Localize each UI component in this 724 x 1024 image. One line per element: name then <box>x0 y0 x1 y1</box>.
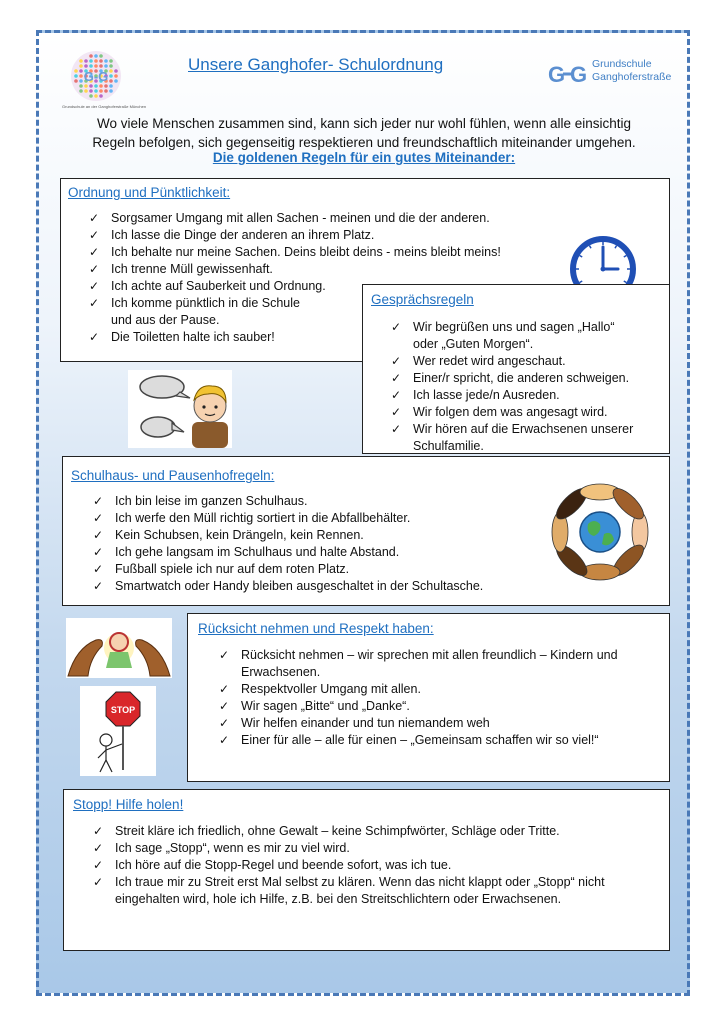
list-item: ✓ Ich trenne Müll gewissenhaft. <box>89 262 273 276</box>
check-icon: ✓ <box>219 648 230 662</box>
svg-text:G: G <box>548 62 566 87</box>
protected-child-image <box>66 618 172 678</box>
check-icon: ✓ <box>391 388 402 402</box>
list-item: ✓ Sorgsamer Umgang mit allen Sachen - meinen und die der anderen. <box>89 211 490 225</box>
check-icon: ✓ <box>93 528 104 542</box>
respekt-title: Rücksicht nehmen und Respekt haben: <box>198 621 434 636</box>
list-item: ✓ Rücksicht nehmen – wir sprechen mit allen freundlich – Kindern und Erwachsenen. <box>219 648 618 679</box>
gespraech-box <box>362 284 670 454</box>
respekt-list <box>219 647 618 749</box>
list-item: ✓ Smartwatch oder Handy bleiben ausgeschaltet in der Schultasche. <box>93 579 484 593</box>
list-item: ✓ Respektvoller Umgang mit allen. <box>219 682 421 696</box>
check-icon: ✓ <box>219 682 230 696</box>
svg-text:G: G <box>570 62 588 87</box>
list-item: ✓ Ich höre auf die Stopp-Regel und beende sofort, was ich tue. <box>93 858 452 872</box>
page-title: Unsere Ganghofer- Schulordnung <box>188 55 444 74</box>
check-icon: ✓ <box>93 511 104 525</box>
intro-text <box>60 114 668 152</box>
stop-sign-figure-image <box>80 686 156 776</box>
list-item: ✓ Wir begrüßen uns und sagen „Hallo“ oder „Guten Morgen“. <box>391 320 615 351</box>
schulhaus-list <box>93 493 483 595</box>
check-icon: ✓ <box>391 405 402 419</box>
list-item: ✓ Ich bin leise im ganzen Schulhaus. <box>93 494 308 508</box>
check-icon: ✓ <box>219 716 230 730</box>
golden-rules-heading: Die goldenen Regeln für ein gutes Miteinander: <box>212 150 516 165</box>
list-item: ✓ Ich traue mir zu Streit erst Mal selbst zu klären. Wenn das nicht klappt oder „Stopp“ nicht eingehalten wird, hole ich Hilfe, z.B. bei den Streitschlichtern oder Erwachsenen. <box>93 875 605 906</box>
check-icon: ✓ <box>93 875 104 889</box>
check-icon: ✓ <box>219 699 230 713</box>
check-icon: ✓ <box>391 320 402 334</box>
list-item: ✓ Ich lasse die Dinge der anderen an ihrem Platz. <box>89 228 375 242</box>
schulhaus-title: Schulhaus- und Pausenhofregeln: <box>71 468 275 483</box>
hands-globe-image <box>540 470 660 594</box>
check-icon: ✓ <box>89 296 100 310</box>
list-item: ✓ Die Toiletten halte ich sauber! <box>89 330 275 344</box>
list-item: ✓ Kein Schubsen, kein Drängeln, kein Rennen. <box>93 528 364 542</box>
list-item: ✓ Ich behalte nur meine Sachen. Deins bleibt deins - meins bleibt meins! <box>89 245 501 259</box>
list-item: ✓ Ich gehe langsam im Schulhaus und halte Abstand. <box>93 545 400 559</box>
school-name-logo <box>548 56 678 90</box>
check-icon: ✓ <box>89 262 100 276</box>
check-icon: ✓ <box>391 371 402 385</box>
list-item: ✓ Wer redet wird angeschaut. <box>391 354 566 368</box>
check-icon: ✓ <box>89 228 100 242</box>
check-icon: ✓ <box>391 354 402 368</box>
school-name-line2: Ganghoferstraße <box>592 71 672 83</box>
list-item: ✓ Wir folgen dem was angesagt wird. <box>391 405 608 419</box>
respekt-box <box>187 613 670 782</box>
ordnung-title: Ordnung und Pünktlichkeit: <box>68 185 231 200</box>
check-icon: ✓ <box>391 422 402 436</box>
talking-child-image <box>128 370 232 448</box>
check-icon: ✓ <box>93 858 104 872</box>
check-icon: ✓ <box>89 330 100 344</box>
check-icon: ✓ <box>93 545 104 559</box>
stopp-list <box>93 823 605 908</box>
list-item: ✓ Fußball spiele ich nur auf dem roten Platz. <box>93 562 350 576</box>
check-icon: ✓ <box>89 245 100 259</box>
gespraech-title: Gesprächsregeln <box>371 292 474 307</box>
check-icon: ✓ <box>219 733 230 747</box>
gg-logo-icon <box>548 58 592 88</box>
school-logo <box>70 50 122 102</box>
list-item: ✓ Wir hören auf die Erwachsenen unserer Schulfamilie. <box>391 422 634 453</box>
check-icon: ✓ <box>93 824 104 838</box>
intro-line-2: Regeln befolgen, sich gegenseitig respektieren und freundschaftlich miteinander umgehen. <box>92 135 636 150</box>
svg-text:G-G: G-G <box>83 69 109 84</box>
intro-line-1: Wo viele Menschen zusammen sind, kann sich jeder nur wohl fühlen, wenn alle einsichtig <box>96 116 632 131</box>
list-item: ✓ Ich sage „Stopp“, wenn es mir zu viel wird. <box>93 841 350 855</box>
list-item: ✓ Ich lasse jede/n Ausreden. <box>391 388 560 402</box>
gespraech-list <box>391 319 633 455</box>
list-item: ✓ Ich werfe den Müll richtig sortiert in die Abfallbehälter. <box>93 511 411 525</box>
list-item: ✓ Ich achte auf Sauberkeit und Ordnung. <box>89 279 326 293</box>
list-item: ✓ Wir sagen „Bitte“ und „Danke“. <box>219 699 410 713</box>
list-item: ✓ Einer für alle – alle für einen – „Gemeinsam schaffen wir so viel!“ <box>219 733 599 747</box>
list-item: ✓ Streit kläre ich friedlich, ohne Gewalt – keine Schimpfwörter, Schläge oder Tritte. <box>93 824 560 838</box>
stopp-title: Stopp! Hilfe holen! <box>73 797 184 812</box>
list-item: ✓ Wir helfen einander und tun niemandem weh <box>219 716 490 730</box>
list-item: ✓ Ich komme pünktlich in die Schule und aus der Pause. <box>89 296 300 327</box>
school-name-line1: Grundschule <box>592 58 652 70</box>
list-item: ✓ Einer/r spricht, die anderen schweigen. <box>391 371 630 385</box>
check-icon: ✓ <box>93 562 104 576</box>
check-icon: ✓ <box>93 579 104 593</box>
check-icon: ✓ <box>89 279 100 293</box>
check-icon: ✓ <box>93 494 104 508</box>
check-icon: ✓ <box>89 211 100 225</box>
stopp-box <box>63 789 670 951</box>
stop-sign-text: STOP <box>110 705 136 715</box>
logo-caption: Grundschule an der Ganghoferstraße München <box>62 104 147 109</box>
check-icon: ✓ <box>93 841 104 855</box>
